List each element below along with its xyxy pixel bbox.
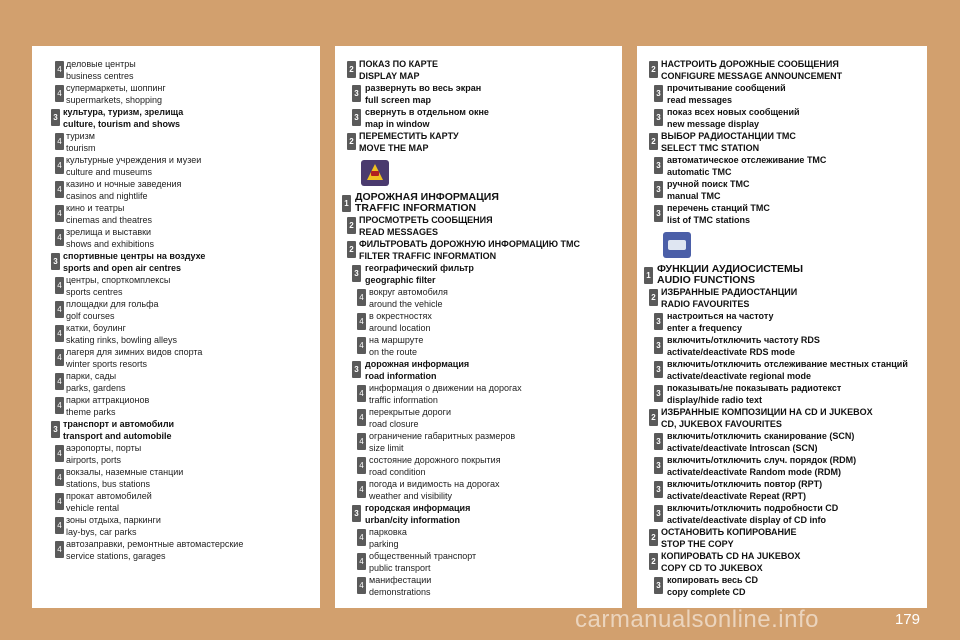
menu-item <box>637 264 927 286</box>
menu-item <box>335 502 622 526</box>
item-label-en: READ MESSAGES <box>359 227 439 237</box>
item-label-ru: ПЕРЕМЕСТИТЬ КАРТУ <box>359 131 459 141</box>
menu-item <box>32 514 320 538</box>
item-label-en: SELECT TMC STATION <box>661 143 760 153</box>
menu-item <box>335 106 622 130</box>
item-label-en: airports, ports <box>66 455 122 465</box>
level-badge: 4 <box>357 313 366 330</box>
item-label-ru: ОСТАНОВИТЬ КОПИРОВАНИЕ <box>661 527 797 537</box>
menu-item <box>335 262 622 286</box>
level-badge: 4 <box>55 397 64 414</box>
item-label-en: around the vehicle <box>369 299 443 309</box>
level-badge: 3 <box>654 157 663 174</box>
item-label-ru: дорожная информация <box>365 359 470 369</box>
level-badge: 4 <box>55 373 64 390</box>
item-label-ru: ПРОСМОТРЕТЬ СООБЩЕНИЯ <box>359 215 493 225</box>
level-badge: 4 <box>55 493 64 510</box>
item-label-en: CONFIGURE MESSAGE ANNOUNCEMENT <box>661 71 843 81</box>
level-badge: 3 <box>51 421 60 438</box>
menu-item <box>335 574 622 598</box>
menu-item <box>637 130 927 154</box>
item-label-en: around location <box>369 323 431 333</box>
menu-item <box>32 226 320 250</box>
item-label-en: activate/deactivate Random mode (RDM) <box>667 467 842 477</box>
menu-item <box>335 526 622 550</box>
item-label-ru: парки, сады <box>66 371 117 381</box>
item-label-en: supermarkets, shopping <box>66 95 163 105</box>
level-badge: 2 <box>347 217 356 234</box>
level-badge: 3 <box>654 205 663 222</box>
menu-item <box>637 178 927 202</box>
item-label-en: casinos and nightlife <box>66 191 148 201</box>
level-badge: 3 <box>654 85 663 102</box>
menu-item <box>637 478 927 502</box>
menu-item <box>32 346 320 370</box>
item-label-en: road information <box>365 371 437 381</box>
level-badge: 4 <box>357 433 366 450</box>
level-badge: 4 <box>357 409 366 426</box>
level-badge: 3 <box>352 361 361 378</box>
menu-item <box>335 454 622 478</box>
item-label-en: read messages <box>667 95 733 105</box>
level-badge: 4 <box>55 277 64 294</box>
menu-item <box>637 334 927 358</box>
item-label-en: list of TMC stations <box>667 215 750 225</box>
item-label-en: vehicle rental <box>66 503 120 513</box>
traffic-icon <box>361 160 389 186</box>
item-label-ru: показ всех новых сообщений <box>667 107 800 117</box>
level-badge: 4 <box>55 133 64 150</box>
item-label-ru: перечень станций TMC <box>667 203 770 213</box>
level-badge: 3 <box>654 505 663 522</box>
item-label-en: business centres <box>66 71 134 81</box>
item-label-en: size limit <box>369 443 404 453</box>
menu-item <box>637 502 927 526</box>
item-label-en: sports centres <box>66 287 123 297</box>
item-label-ru: прочитывание сообщений <box>667 83 786 93</box>
menu-item <box>32 106 320 130</box>
menu-item <box>637 286 927 310</box>
item-label-ru: общественный транспорт <box>369 551 477 561</box>
menu-item <box>32 370 320 394</box>
item-label-en: stations, bus stations <box>66 479 151 489</box>
item-label-ru: центры, спорткомплексы <box>66 275 171 285</box>
item-label-ru: зрелища и выставки <box>66 227 152 237</box>
menu-item <box>637 106 927 130</box>
item-label-ru: ФИЛЬТРОВАТЬ ДОРОЖНУЮ ИНФОРМАЦИЮ ТМС <box>359 239 581 249</box>
item-label-en: STOP THE COPY <box>661 539 734 549</box>
item-label-en: parking <box>369 539 399 549</box>
item-label-en: enter a frequency <box>667 323 743 333</box>
item-label-ru: погода и видимость на дорогах <box>369 479 500 489</box>
item-label-ru: перекрытые дороги <box>369 407 451 417</box>
level-badge: 4 <box>357 577 366 594</box>
item-label-ru: ДОРОЖНАЯ ИНФОРМАЦИЯ <box>355 191 499 203</box>
item-label-ru: манифестации <box>369 575 432 585</box>
level-badge: 4 <box>55 181 64 198</box>
item-label-ru: ИЗБРАННЫЕ КОМПОЗИЦИИ НА CD И JUKEBOX <box>661 407 873 417</box>
item-label-en: new message display <box>667 119 760 129</box>
item-label-ru: включить/отключить отслеживание местных станций <box>667 359 908 369</box>
item-label-en: full screen map <box>365 95 432 105</box>
item-label-ru: городская информация <box>365 503 471 513</box>
menu-item <box>32 250 320 274</box>
menu-item <box>32 82 320 106</box>
menu-item <box>335 58 622 82</box>
item-label-en: activate/deactivate RDS mode <box>667 347 796 357</box>
item-label-en: cinemas and theatres <box>66 215 153 225</box>
item-label-ru: прокат автомобилей <box>66 491 152 501</box>
level-badge: 3 <box>352 109 361 126</box>
menu-column-1 <box>32 58 320 562</box>
item-label-ru: вокруг автомобиля <box>369 287 448 297</box>
item-label-en: service stations, garages <box>66 551 166 561</box>
level-badge: 4 <box>55 85 64 102</box>
level-badge: 4 <box>55 61 64 78</box>
item-label-en: manual TMC <box>667 191 721 201</box>
item-label-en: CD, JUKEBOX FAVOURITES <box>661 419 782 429</box>
menu-item <box>32 58 320 82</box>
item-label-ru: деловые центры <box>66 59 136 69</box>
item-label-en: golf courses <box>66 311 115 321</box>
item-label-ru: катки, боулинг <box>66 323 126 333</box>
level-badge: 3 <box>654 337 663 354</box>
level-badge: 4 <box>357 337 366 354</box>
menu-item <box>335 310 622 334</box>
item-label-en: traffic information <box>369 395 438 405</box>
level-badge: 2 <box>649 529 658 546</box>
item-label-ru: автозаправки, ремонтные автомастерские <box>66 539 244 549</box>
item-label-en: shows and exhibitions <box>66 239 155 249</box>
item-label-en: automatic TMC <box>667 167 732 177</box>
menu-item <box>335 334 622 358</box>
item-label-en: theme parks <box>66 407 116 417</box>
item-label-en: activate/deactivate Repeat (RPT) <box>667 491 807 501</box>
item-label-ru: на маршруте <box>369 335 424 345</box>
level-badge: 3 <box>51 109 60 126</box>
item-label-ru: включить/отключить повтор (RPT) <box>667 479 823 489</box>
menu-item <box>637 574 927 598</box>
level-badge: 4 <box>55 469 64 486</box>
item-label-ru: транспорт и автомобили <box>63 419 175 429</box>
item-label-en: activate/deactivate Introscan (SCN) <box>667 443 818 453</box>
level-badge: 2 <box>347 241 356 258</box>
item-label-ru: показывать/не показывать радиотекст <box>667 383 842 393</box>
item-label-ru: парки аттракционов <box>66 395 150 405</box>
level-badge: 4 <box>55 541 64 558</box>
item-label-en: activate/deactivate display of CD info <box>667 515 827 525</box>
level-badge: 3 <box>654 181 663 198</box>
item-label-ru: культурные учреждения и музеи <box>66 155 202 165</box>
item-label-en: activate/deactivate regional mode <box>667 371 812 381</box>
item-label-ru: парковка <box>369 527 407 537</box>
item-label-en: on the route <box>369 347 418 357</box>
menu-item <box>637 58 927 82</box>
item-label-ru: вокзалы, наземные станции <box>66 467 184 477</box>
menu-item <box>637 358 927 382</box>
item-label-en: culture, tourism and shows <box>63 119 181 129</box>
level-badge: 1 <box>644 267 653 284</box>
item-label-en: RADIO FAVOURITES <box>661 299 750 309</box>
menu-item <box>32 178 320 202</box>
item-label-en: urban/city information <box>365 515 461 525</box>
item-label-en: AUDIO FUNCTIONS <box>657 274 755 286</box>
menu-column-2 <box>335 58 622 598</box>
level-badge: 3 <box>352 85 361 102</box>
level-badge: 4 <box>55 301 64 318</box>
item-label-en: demonstrations <box>369 587 431 597</box>
item-label-ru: настроиться на частоту <box>667 311 774 321</box>
menu-item <box>637 406 927 430</box>
item-label-en: winter sports resorts <box>66 359 148 369</box>
item-label-en: tourism <box>66 143 96 153</box>
item-label-en: geographic filter <box>365 275 436 285</box>
level-badge: 4 <box>357 385 366 402</box>
item-label-en: display/hide radio text <box>667 395 763 405</box>
item-label-en: copy complete CD <box>667 587 746 597</box>
level-badge: 3 <box>654 361 663 378</box>
menu-panel-right <box>637 46 927 608</box>
audio-icon <box>663 232 691 258</box>
item-label-en: culture and museums <box>66 167 153 177</box>
menu-item <box>32 538 320 562</box>
menu-item <box>637 454 927 478</box>
item-label-ru: включить/отключить сканирование (SCN) <box>667 431 855 441</box>
item-label-ru: туризм <box>66 131 95 141</box>
menu-item <box>335 406 622 430</box>
item-label-ru: ИЗБРАННЫЕ РАДИОСТАНЦИИ <box>661 287 798 297</box>
menu-item <box>335 82 622 106</box>
item-label-en: sports and open air centres <box>63 263 182 273</box>
item-label-ru: состояние дорожного покрытия <box>369 455 501 465</box>
level-badge: 2 <box>347 133 356 150</box>
menu-item <box>32 490 320 514</box>
level-badge: 4 <box>55 205 64 222</box>
level-badge: 2 <box>649 409 658 426</box>
menu-item <box>32 274 320 298</box>
item-label-ru: ограничение габаритных размеров <box>369 431 516 441</box>
level-badge: 3 <box>654 577 663 594</box>
item-label-en: FILTER TRAFFIC INFORMATION <box>359 251 497 261</box>
menu-item <box>637 550 927 574</box>
level-badge: 4 <box>357 289 366 306</box>
item-label-ru: кино и театры <box>66 203 125 213</box>
level-badge: 4 <box>55 157 64 174</box>
item-label-ru: площадки для гольфа <box>66 299 159 309</box>
level-badge: 4 <box>55 325 64 342</box>
menu-item <box>335 478 622 502</box>
menu-item <box>335 192 622 214</box>
menu-column-3 <box>637 58 927 598</box>
item-label-en: DISPLAY MAP <box>359 71 420 81</box>
level-badge: 3 <box>352 265 361 282</box>
level-badge: 3 <box>654 433 663 450</box>
level-badge: 4 <box>55 349 64 366</box>
item-label-en: skating rinks, bowling alleys <box>66 335 178 345</box>
item-label-ru: включить/отключить подробности CD <box>667 503 839 513</box>
level-badge: 3 <box>654 109 663 126</box>
level-badge: 2 <box>649 553 658 570</box>
level-badge: 2 <box>649 61 658 78</box>
menu-item <box>637 526 927 550</box>
menu-item <box>335 550 622 574</box>
item-label-ru: включить/отключить случ. порядок (RDM) <box>667 455 857 465</box>
item-label-en: road condition <box>369 467 426 477</box>
item-label-en: COPY CD TO JUKEBOX <box>661 563 763 573</box>
item-label-ru: культура, туризм, зрелища <box>63 107 184 117</box>
item-label-en: lay-bys, car parks <box>66 527 137 537</box>
item-label-en: road closure <box>369 419 419 429</box>
item-label-ru: лагеря для зимних видов спорта <box>66 347 203 357</box>
level-badge: 4 <box>55 229 64 246</box>
item-label-ru: географический фильтр <box>365 263 474 273</box>
menu-item <box>32 442 320 466</box>
menu-panel-left <box>32 46 320 608</box>
menu-item <box>335 358 622 382</box>
level-badge: 3 <box>654 385 663 402</box>
menu-item <box>335 430 622 454</box>
menu-panel-middle <box>335 46 622 608</box>
item-label-en: TRAFFIC INFORMATION <box>355 202 477 214</box>
menu-item <box>32 154 320 178</box>
level-badge: 3 <box>352 505 361 522</box>
level-badge: 4 <box>357 553 366 570</box>
menu-item <box>335 130 622 154</box>
item-label-ru: копировать весь CD <box>667 575 759 585</box>
level-badge: 3 <box>654 457 663 474</box>
menu-item <box>32 418 320 442</box>
menu-item <box>32 298 320 322</box>
item-label-ru: в окрестностях <box>369 311 432 321</box>
item-label-ru: ПОКАЗ ПО КАРТЕ <box>359 59 438 69</box>
item-label-en: weather and visibility <box>369 491 453 501</box>
level-badge: 3 <box>654 313 663 330</box>
level-badge: 2 <box>649 133 658 150</box>
item-label-ru: ВЫБОР РАДИОСТАНЦИИ TMC <box>661 131 796 141</box>
item-label-ru: супермаркеты, шоппинг <box>66 83 166 93</box>
item-label-ru: включить/отключить частоту RDS <box>667 335 820 345</box>
item-label-ru: свернуть в отдельном окне <box>365 107 489 117</box>
menu-item <box>335 382 622 406</box>
level-badge: 4 <box>55 445 64 462</box>
page-number: 179 <box>894 611 920 628</box>
menu-item <box>32 394 320 418</box>
menu-item <box>637 82 927 106</box>
menu-item <box>32 202 320 226</box>
level-badge: 2 <box>649 289 658 306</box>
item-label-ru: ФУНКЦИИ АУДИОСИСТЕМЫ <box>657 263 804 275</box>
menu-item <box>637 430 927 454</box>
item-label-en: public transport <box>369 563 431 573</box>
menu-item <box>637 310 927 334</box>
level-badge: 3 <box>654 481 663 498</box>
item-label-ru: развернуть во весь экран <box>365 83 482 93</box>
item-label-ru: информация о движении на дорогах <box>369 383 522 393</box>
item-label-ru: зоны отдыха, паркинги <box>66 515 161 525</box>
item-label-ru: ручной поиск TMC <box>667 179 750 189</box>
item-label-ru: казино и ночные заведения <box>66 179 182 189</box>
menu-item <box>637 202 927 226</box>
item-label-ru: НАСТРОИТЬ ДОРОЖНЫЕ СООБЩЕНИЯ <box>661 59 839 69</box>
menu-item <box>335 286 622 310</box>
item-label-en: transport and automobile <box>63 431 172 441</box>
level-badge: 4 <box>357 457 366 474</box>
menu-item <box>335 238 622 262</box>
item-label-en: map in window <box>365 119 430 129</box>
item-label-ru: аэропорты, порты <box>66 443 142 453</box>
menu-item <box>32 466 320 490</box>
item-label-en: MOVE THE MAP <box>359 143 429 153</box>
item-label-ru: КОПИРОВАТЬ CD НА JUKEBOX <box>661 551 801 561</box>
level-badge: 4 <box>357 529 366 546</box>
menu-item <box>637 382 927 406</box>
menu-item <box>335 214 622 238</box>
menu-item <box>32 322 320 346</box>
watermark: carmanualsonline.info <box>575 606 819 633</box>
level-badge: 3 <box>51 253 60 270</box>
level-badge: 4 <box>55 517 64 534</box>
level-badge: 4 <box>357 481 366 498</box>
item-label-en: parks, gardens <box>66 383 126 393</box>
item-label-ru: автоматическое отслеживание TMC <box>667 155 827 165</box>
level-badge: 2 <box>347 61 356 78</box>
item-label-ru: спортивные центры на воздухе <box>63 251 206 261</box>
level-badge: 1 <box>342 195 351 212</box>
menu-item <box>637 154 927 178</box>
menu-item <box>32 130 320 154</box>
